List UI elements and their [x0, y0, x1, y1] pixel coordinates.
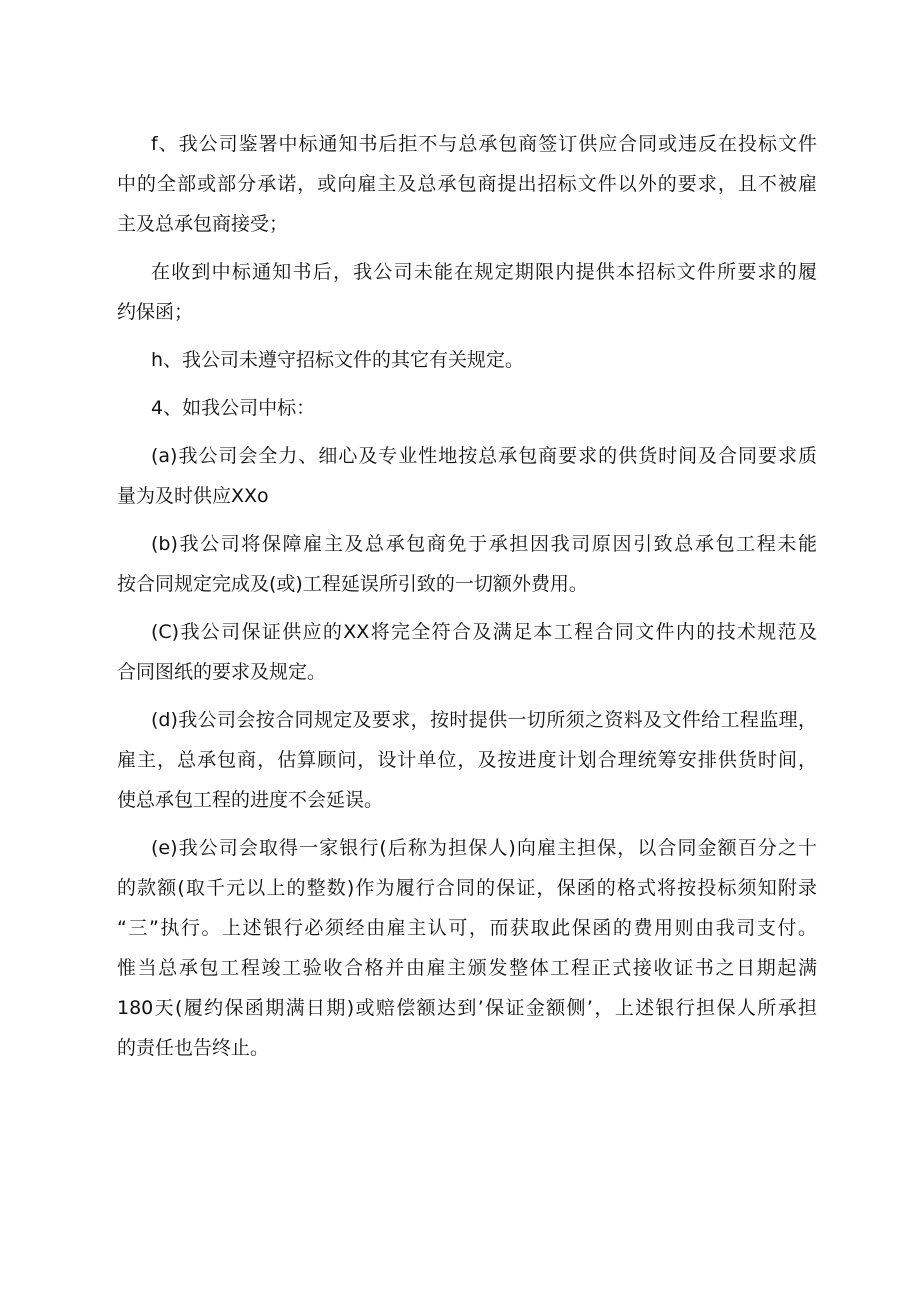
text-line: 中的全部或部分承诺，或向雇主及总承包商提出招标文件以外的要求，且不被雇: [117, 173, 817, 195]
text-line: 的款额(取千元以上的整数)作为履行合同的保证，保函的格式将按投标须知附录: [117, 877, 817, 899]
paragraph-4: [117, 388, 817, 428]
text-line: (b)我公司将保障雇主及总承包商免于承担因我司原因引致总承包工程未能: [151, 533, 817, 555]
paragraph-e: [117, 828, 817, 1068]
paragraph-g: [117, 252, 817, 332]
document-body: [117, 124, 817, 1068]
paragraph-h: [117, 340, 817, 380]
paragraph-f: [117, 124, 817, 244]
text-line: (C)我公司保证供应的XX将完全符合及满足本工程合同文件内的技术规范及: [151, 621, 817, 643]
text-line: h、我公司未遵守招标文件的其它有关规定。: [151, 349, 525, 371]
text-line: 量为及时供应XXo: [117, 485, 269, 507]
text-line: 按合同规定完成及(或)工程延误所引致的一切额外费用。: [117, 573, 588, 595]
paragraph-d: [117, 700, 817, 820]
text-line: f、我公司鉴署中标通知书后拒不与总承包商签订供应合同或违反在投标文件: [151, 133, 817, 155]
text-line: 主及总承包商接受；: [117, 213, 289, 235]
text-line: 的责任也告终止。: [117, 1037, 270, 1059]
paragraph-c: [117, 612, 817, 692]
text-line: (e)我公司会取得一家银行(后称为担保人)向雇主担保，以合同金额百分之十: [151, 837, 817, 859]
text-line: 使总承包工程的进度不会延误。: [117, 789, 384, 811]
text-line: “三”执行。上述银行必须经由雇主认可，而获取此保函的费用则由我司支付。: [117, 917, 817, 939]
text-line: 约保函；: [117, 301, 194, 323]
paragraph-b: [117, 524, 817, 604]
paragraph-a: [117, 436, 817, 516]
text-line: 雇主，总承包商，估算顾问，设计单位，及按进度计划合理统筹安排供货时间，: [117, 749, 817, 771]
text-line: 合同图纸的要求及规定。: [117, 661, 327, 683]
text-line: 4、如我公司中标：: [151, 397, 316, 419]
text-line: 180天(履约保函期满日期)或赔偿额达到’保证金额侧’，上述银行担保人所承担: [117, 997, 817, 1019]
text-line: (d)我公司会按合同规定及要求，按时提供一切所须之资料及文件给工程监理，: [151, 709, 817, 731]
text-line: 惟当总承包工程竣工验收合格并由雇主颁发整体工程正式接收证书之日期起满: [117, 957, 817, 979]
text-line: (a)我公司会全力、细心及专业性地按总承包商要求的供货时间及合同要求质: [151, 445, 817, 467]
text-line: 在收到中标通知书后，我公司未能在规定期限内提供本招标文件所要求的履: [151, 261, 817, 283]
